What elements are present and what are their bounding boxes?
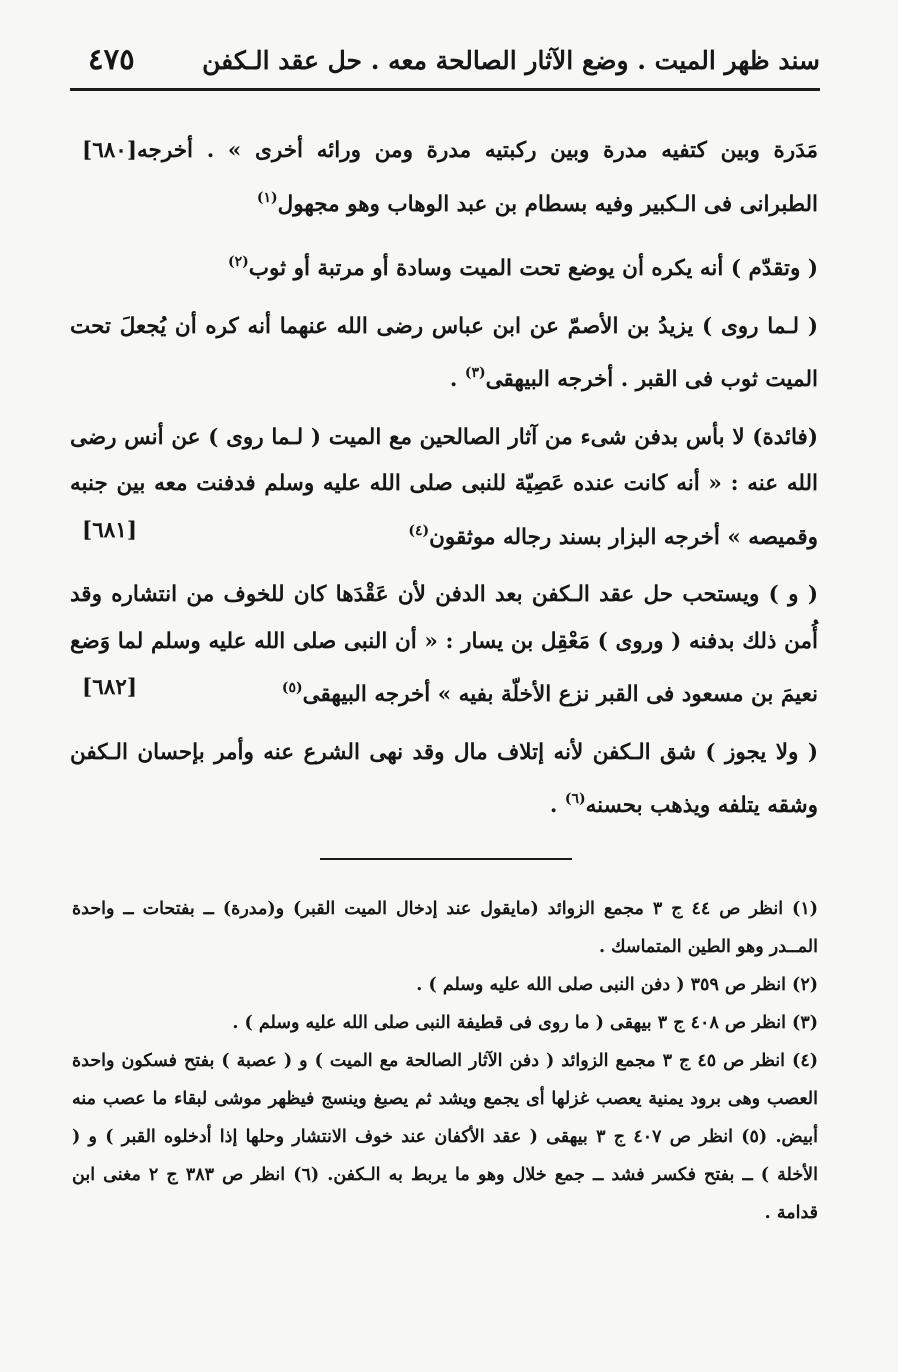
paragraph-text: ( وتقدّم ) أنه يكره أن يوضع تحت الميت وسادة أو مرتبة أو ثوب: [248, 256, 818, 281]
footnote-marker: (٦): [564, 791, 586, 807]
hadith-reference-number: [٦٨١]: [82, 517, 138, 543]
paragraph-ibn-abbas-narration: [70, 304, 818, 404]
footnote-marker: (١): [256, 189, 278, 206]
paragraph-text: ( ولا يجوز ) شق الـكفن لأنه إتلاف مال وقد نهى الشرع عنه وأمر بإحسان الـكفن وشقه يتلفه ويذهب بحسنه: [70, 739, 818, 818]
footnote-2: (٢) انظر ص ٣٥٩ ( دفن النبى صلى الله عليه وسلم ) .: [416, 975, 818, 995]
paragraph-text: (فائدة) لا بأس بدفن شىء من آثار الصالحين مع الميت ( لـما روى ) عن أنس رضى الله عنه : « أنه كانت عنده عَصِيّة للنبى صلى الله عليه وسلم فدفنت معه بين جنبه وقميصه » أخرجه البزار بسند رجاله موثقون: [70, 424, 818, 550]
paragraph-tail: .: [549, 793, 565, 818]
main-text: [70, 128, 818, 841]
paragraph-burial-clods: [70, 128, 818, 228]
footnote-marker: (٤): [408, 522, 430, 539]
footnote-3: (٣) انظر ص ٤٠٨ ج ٣ بيهقى ( ما روى فى قطيفة النبى صلى الله عليه وسلم ) .: [232, 1013, 818, 1033]
page-number: ٤٧٥: [88, 42, 135, 76]
paragraph-righteous-relics: [70, 415, 818, 562]
paragraph-pillow-under-dead: [70, 239, 818, 293]
footnote-divider: [320, 858, 572, 860]
paragraph-untying-shroud: [70, 572, 818, 719]
footnote-marker: (٢): [227, 254, 249, 270]
running-title: سند ظهر الميت . وضع الآثار الصالحة معه . حل عقد الـكفن: [202, 46, 820, 75]
paragraph-text: ( لـما روى ) يزيدُ بن الأصمّ عن ابن عباس رضى الله عنهما أنه كره أن يُجعلَ تحت الميت ثوب فى القبر . أخرجه البيهقى: [70, 313, 818, 392]
footnote-1: (١) انظر ص ٤٤ ج ٣ مجمع الزوائد (مايقول عند إدخال الميت القبر) و(مدرة) ــ بفتحات ــ واحدة المــدر وهو الطين المتماسك .: [72, 899, 818, 957]
paragraph-tearing-shroud: [70, 730, 818, 830]
page-header: [70, 38, 820, 91]
paragraph-text: ( و ) ويستحب حل عقد الـكفن بعد الدفن لأن عَقْدَها كان للخوف من انتشاره وقد أُمن ذلك بدفنه ( وروى ) مَعْقِل بن يسار : « أن النبى صلى الله عليه وسلم لما وَضع نعيمَ بن مسعود فى القبر نزع الأخلّة بفيه » أخرجه البيهقى: [70, 582, 818, 707]
footnote-4-6: (٤) انظر ص ٤٥ ج ٣ مجمع الزوائد ( دفن الآثار الصالحة مع الميت ) و ( عصبة ) بفتح فسكون واحدة العصب وهى برود يمنية يعصب غزلها أى يجمع ويشد ثم يصبغ وينسج فيظهر موشى لبقاء ما عصب منه أبيض. (٥) انظر ص ٤٠٧ ج ٣ بيهقى ( عقد الأكفان عند خوف الانتشار وحلها إذا أدخلوه القبر ) و ( الأخلة ) ــ بفتح فكسر فشد ــ جمع خلال وهو ما يربط به الـكفن. (٦) انظر ص ٣٨٣ ج ٢ مغنى ابن قدامة .: [72, 1051, 819, 1223]
paragraph-text: مَدَرة وبين كتفيه مدرة وبين ركبتيه مدرة ومن ورائه أخرى » . أخرجه الطبرانى فى الـكبير وفيه بسطام بن عبد الوهاب وهو مجهول: [137, 138, 818, 217]
paragraph-tail: .: [449, 367, 465, 392]
footnote-marker: (٣): [464, 365, 486, 381]
hadith-reference-number: [٦٨٢]: [82, 675, 138, 700]
footnote-marker: (٥): [281, 680, 303, 696]
footnotes-section: [72, 890, 818, 1232]
hadith-reference-number: [٦٨٠]: [82, 138, 138, 163]
